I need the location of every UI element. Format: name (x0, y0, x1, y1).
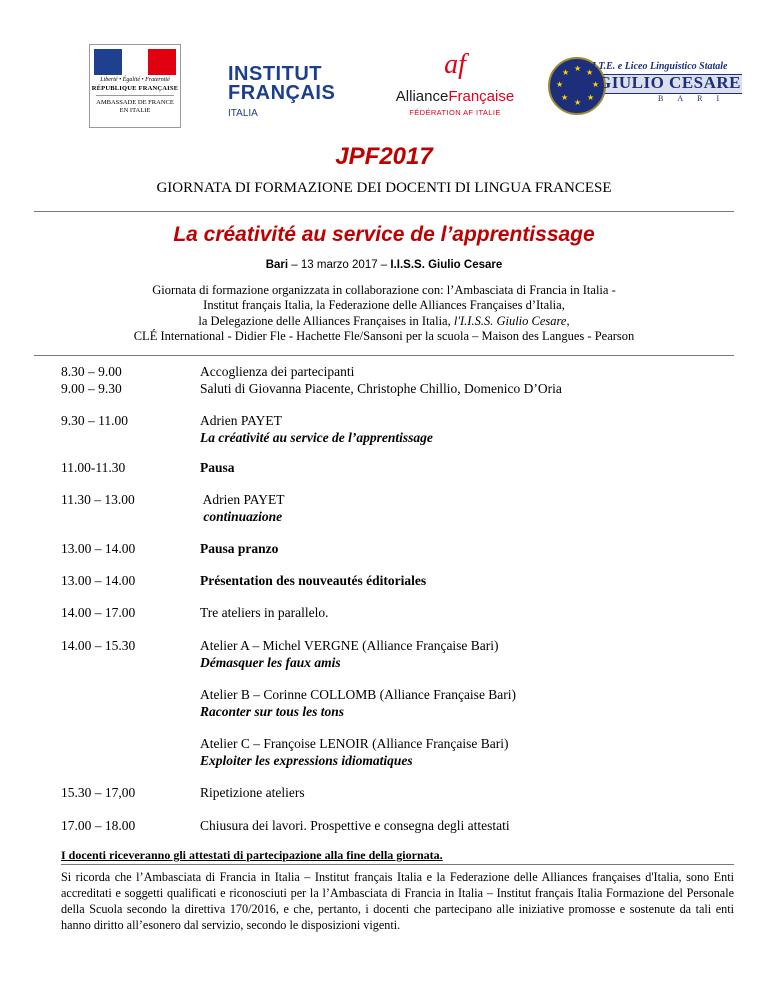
schedule-item: Pausa pranzo (200, 541, 279, 556)
schedule-time: 14.00 – 17.00 (61, 605, 136, 620)
divider (34, 211, 734, 212)
schedule-item: Chiusura dei lavori. Prospettive e consegna degli attestati (200, 818, 510, 833)
schedule-time: 9.30 – 11.00 (61, 413, 128, 428)
schedule-item: Adrien PAYET continuazione (200, 492, 285, 524)
schedule-time: 14.00 – 15.30 (61, 638, 136, 653)
intro-paragraph: Giornata di formazione organizzata in collaborazione con: l’Ambasciata di Francia in Italia - Institut français Italia, la Federazione delle Alliances Françaises d’Italia, la Delegazione delle Alliances Françaises in Italia, l'I.I.S.S. Giulio Cesare, CLÉ International - Didier Fle - Hachette Fle/Sansoni per la scuola – Maison des Langues - Pearson (133, 283, 635, 343)
divider (61, 864, 734, 865)
school-city-label: BARI (658, 94, 734, 103)
schedule-item: Pausa (200, 460, 235, 475)
institut-label: INSTITUT (228, 63, 322, 85)
schedule-item: Tre ateliers in parallelo. (200, 605, 329, 620)
italia-label: ITALIA (228, 108, 258, 119)
schedule-time: 13.00 – 14.00 (61, 573, 136, 588)
legal-footer: Si ricorda che l’Ambasciata di Francia in Italia – Institut français Italia e la Federazione delle Alliances françaises d'Italia, sono Enti accreditati e soggetti qualificati e riconosciuti per la l’Ambasciata di Francia in Italia – Institut français Italia Formazione del Personale della Scuola secondo la direttiva 170/2016, e che, pertanto, i docenti che partecipano alle iniziative promosse e sostenute da tali enti hanno diritto all’esonero dal servizio, secondo le disposizioni vigenti. (61, 870, 734, 932)
atelier-b: Atelier B – Corinne COLLOMB (Alliance Française Bari) Raconter sur tous les tons (200, 687, 517, 719)
attestation-note: I docenti riceveranno gli attestati di partecipazione alla fine della giornata. (61, 848, 443, 862)
event-subtitle: GIORNATA DI FORMAZIONE DEI DOCENTI DI LINGUA FRANCESE (156, 180, 612, 196)
eu-stars-emblem-icon: ★ ★ ★ ★ ★ ★ ★ ★ (548, 57, 606, 115)
school-name-label: GIULIO CESARE (598, 73, 742, 92)
republique-francaise-logo (89, 44, 181, 128)
schedule-time: 15.30 – 17,00 (61, 785, 136, 800)
schedule-item: Adrien PAYET La créativité au service de l’apprentissage (200, 413, 433, 445)
divider (34, 355, 734, 356)
af-monogram-icon: af (444, 49, 466, 80)
schedule-item: Ripetizione ateliers (200, 785, 305, 800)
atelier-c: Atelier C – Françoise LENOIR (Alliance Française Bari) Exploiter les expressions idiomatiques (200, 736, 509, 768)
schedule-time: 11.00-11.30 (61, 460, 126, 475)
event-title: JPF2017 (335, 143, 433, 170)
republique-motto: Liberté • Égalité • Fraternité (100, 77, 170, 83)
alliance-name: AllianceFrançaise (395, 88, 515, 105)
francais-label: FRANÇAIS (228, 82, 336, 104)
schedule-time: 11.30 – 13.00 (61, 492, 135, 507)
federation-label: FÉDÉRATION AF ITALIE (409, 108, 501, 117)
event-date-line: Bari – 13 marzo 2017 – I.I.S.S. Giulio Cesare (265, 259, 503, 271)
embassy-label: AMBASSADE DE FRANCE EN ITALIE (96, 99, 174, 114)
republique-name: RÉPUBLIQUE FRANÇAISE (91, 85, 179, 92)
giulio-cesare-logo (548, 57, 742, 117)
school-type-label: I.T.E. e Liceo Linguistico Statale (592, 61, 728, 72)
alliance-francaise-logo (380, 50, 530, 122)
schedule-time: 8.30 – 9.00 9.00 – 9.30 (61, 364, 122, 396)
schedule-time: 17.00 – 18.00 (61, 818, 136, 833)
schedule-item: Accoglienza dei partecipanti Saluti di Giovanna Piacente, Christophe Chillio, Domenico D’Oria (200, 364, 562, 396)
institut-francais-logo (228, 64, 338, 122)
marianne-flag-icon (94, 49, 176, 75)
schedule-item: Présentation des nouveautés éditoriales (200, 573, 427, 588)
schedule-time: 13.00 – 14.00 (61, 541, 136, 556)
event-theme: La créativité au service de l’apprentissage (173, 223, 595, 246)
atelier-a: Atelier A – Michel VERGNE (Alliance Française Bari) Démasquer les faux amis (200, 638, 499, 670)
